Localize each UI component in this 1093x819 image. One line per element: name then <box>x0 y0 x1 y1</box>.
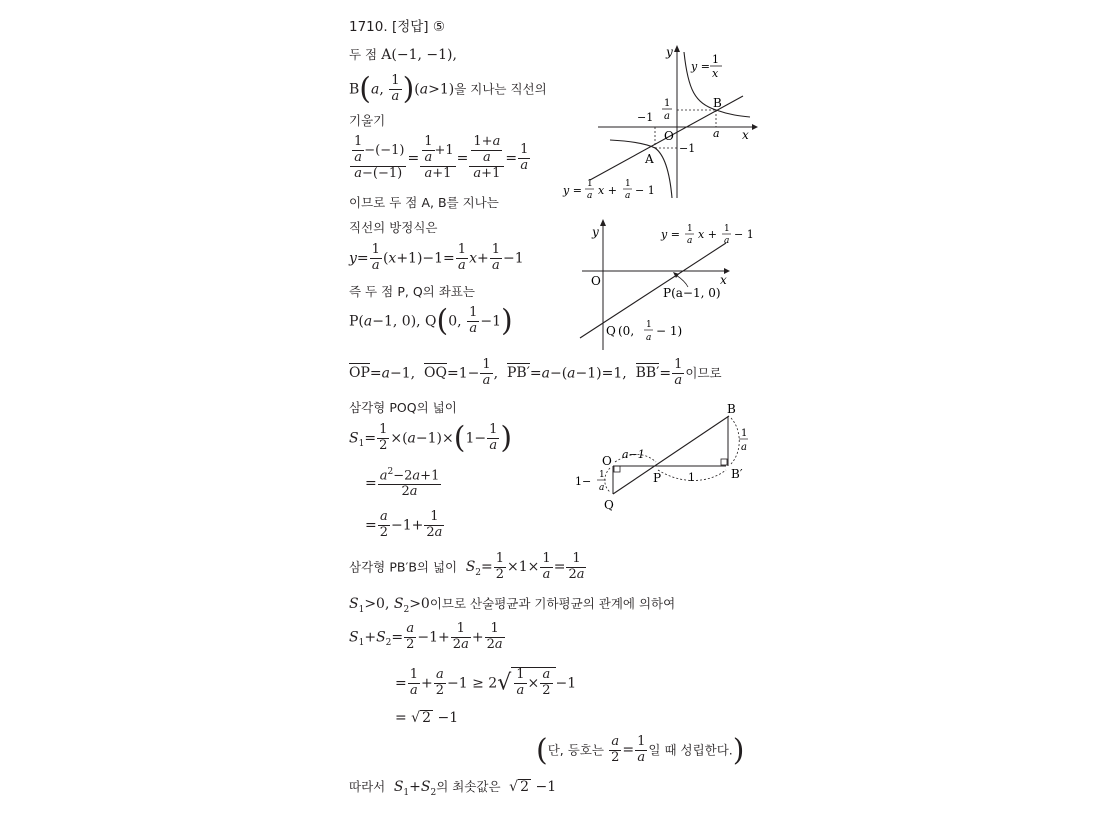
svg-text:x +: x + <box>598 184 617 197</box>
g1-y-label: y <box>666 45 673 59</box>
points-line: 두 점 A(−1, −1), <box>349 47 457 63</box>
g3-right-num: 1 <box>741 428 748 439</box>
svg-text:1: 1 <box>687 224 693 234</box>
s1-step2: = $\frac{a^2-2a+1}{2a}$ <box>365 467 440 500</box>
svg-text:a: a <box>687 236 693 246</box>
line-eq-word: 직선의 방정식은 <box>349 220 438 235</box>
g3-point-bp: B′ <box>731 467 743 481</box>
g1-origin: O <box>664 129 674 143</box>
s1-equation: $S_1=$ $\frac{1}{2}$ ×(a−1)×(1− $\frac{1}{a}$ ) <box>349 420 513 456</box>
svg-text:a: a <box>625 191 631 201</box>
pq-coords: P(a−1, 0), Q(0, $\frac{1}{a}$ −1) <box>349 303 513 339</box>
s2-line: 삼각형 PB′B의 넓이 $S_2=$ $\frac{1}{2}$ ×1× $\frac{1}{a}$ = $\frac{1}{2a}$ <box>349 551 585 582</box>
amgm-line: $S_1>0$, $S_2>0$이므로 산술평균과 기하평균의 관계에 의하여 <box>349 596 676 615</box>
final-answer: 따라서 $S_1+S_2$의 최솟값은 √ 2 −1 <box>349 779 557 798</box>
equality-condition: (단, 등호는 $\frac{a}{2}$ = $\frac{1}{a}$ 일 때 성립한다.) <box>536 732 745 768</box>
g3-seg-one: 1 <box>688 471 695 484</box>
g3-point-p: P <box>653 471 662 485</box>
point-a: A(−1, −1), <box>381 47 457 63</box>
g1-curve-den: x <box>712 67 719 80</box>
svg-text:x +: x + <box>698 228 717 241</box>
g1-point-a: A <box>645 152 654 166</box>
svg-text:a: a <box>646 333 652 343</box>
g1-tick-1a-num: 1 <box>664 98 671 109</box>
g1-curve-num: 1 <box>712 53 719 66</box>
slope-word: 기울기 <box>349 113 386 128</box>
g3-right-den: a <box>741 442 747 453</box>
g2-line-label: y = <box>661 228 680 241</box>
answer-mark: ⑤ <box>432 19 445 35</box>
g1-tick-1a-den: a <box>664 111 670 122</box>
slope-equation: $\frac{1}{a}$ −(−1) a−(−1) = $\frac{1}{a}$ +1 a+1 = $\frac{\frac{1+a}{a}}{a+1}$ = $\frac{1}{a}$ <box>349 135 531 182</box>
g1-tick-a: a <box>713 127 720 140</box>
svg-text:1: 1 <box>587 179 593 189</box>
g2-point-p: P(a−1, 0) <box>663 286 721 300</box>
tri-poq-title: 삼각형 POQ의 넓이 <box>349 400 457 415</box>
line-intro: 이므로 두 점 A, B를 지나는 <box>349 195 499 210</box>
g1-point-b: B <box>713 96 722 110</box>
g1-line-label: y = <box>563 184 582 197</box>
g2-x-label: x <box>720 273 727 287</box>
g2-q-coords: (0, <box>618 324 635 338</box>
svg-text:a: a <box>599 483 605 493</box>
sum-step3: = √ 2 −1 <box>395 710 459 726</box>
g3-left-prefix: 1− <box>575 475 592 488</box>
svg-text:1: 1 <box>646 320 652 330</box>
svg-text:1: 1 <box>724 224 730 234</box>
svg-text:− 1: − 1 <box>635 184 655 197</box>
svg-text:− 1): − 1) <box>656 324 683 338</box>
problem-number: 1710. <box>349 19 388 35</box>
svg-text:1: 1 <box>625 179 631 189</box>
g3-point-b: B <box>727 402 736 416</box>
g1-tick-neg1-x: −1 <box>637 111 654 124</box>
sum-equation: $S_1+S_2=$ $\frac{a}{2}$ −1+ $\frac{1}{2a}$ + $\frac{1}{2a}$ <box>349 621 503 652</box>
g2-origin: O <box>591 274 601 288</box>
g2-point-q: Q <box>606 324 616 338</box>
svg-text:a: a <box>724 236 730 246</box>
g1-curve-label: y = <box>691 60 710 73</box>
svg-text:a: a <box>587 191 593 201</box>
svg-text:− 1: − 1 <box>734 228 754 241</box>
pq-intro: 즉 두 점 P, Q의 좌표는 <box>349 284 475 299</box>
segment-lengths: OP=a−1, OQ=1− $\frac{1}{a}$ , PB′=a−(a−1)=1, BB′= $\frac{1}{a}$ 이므로 <box>349 357 722 388</box>
g1-tick-neg1-y: −1 <box>679 142 696 155</box>
svg-text:1: 1 <box>599 470 605 480</box>
sum-step2: = $\frac{1}{a}$ + $\frac{a}{2}$ −1 ≥ 2√ $\frac{1}{a}$ × $\frac{a}{2}$ −1 <box>395 667 577 698</box>
g1-x-label: x <box>742 128 749 142</box>
point-b-line: B(a, $\frac{1}{a}$ )(a>1)을 지나는 직선의 <box>349 71 547 107</box>
g3-point-o: O <box>602 454 612 468</box>
g3-point-q: Q <box>604 498 614 512</box>
g2-y-label: y <box>592 225 599 239</box>
s1-step3: = $\frac{a}{2}$ −1+ $\frac{1}{2a}$ <box>365 509 443 540</box>
g3-seg-am1: a−1 <box>622 448 645 461</box>
line-equation: y= $\frac{1}{a}$ (x+1)−1= $\frac{1}{a}$ x+ $\frac{1}{a}$ −1 <box>349 242 524 273</box>
answer-tag: [정답] <box>391 19 429 35</box>
